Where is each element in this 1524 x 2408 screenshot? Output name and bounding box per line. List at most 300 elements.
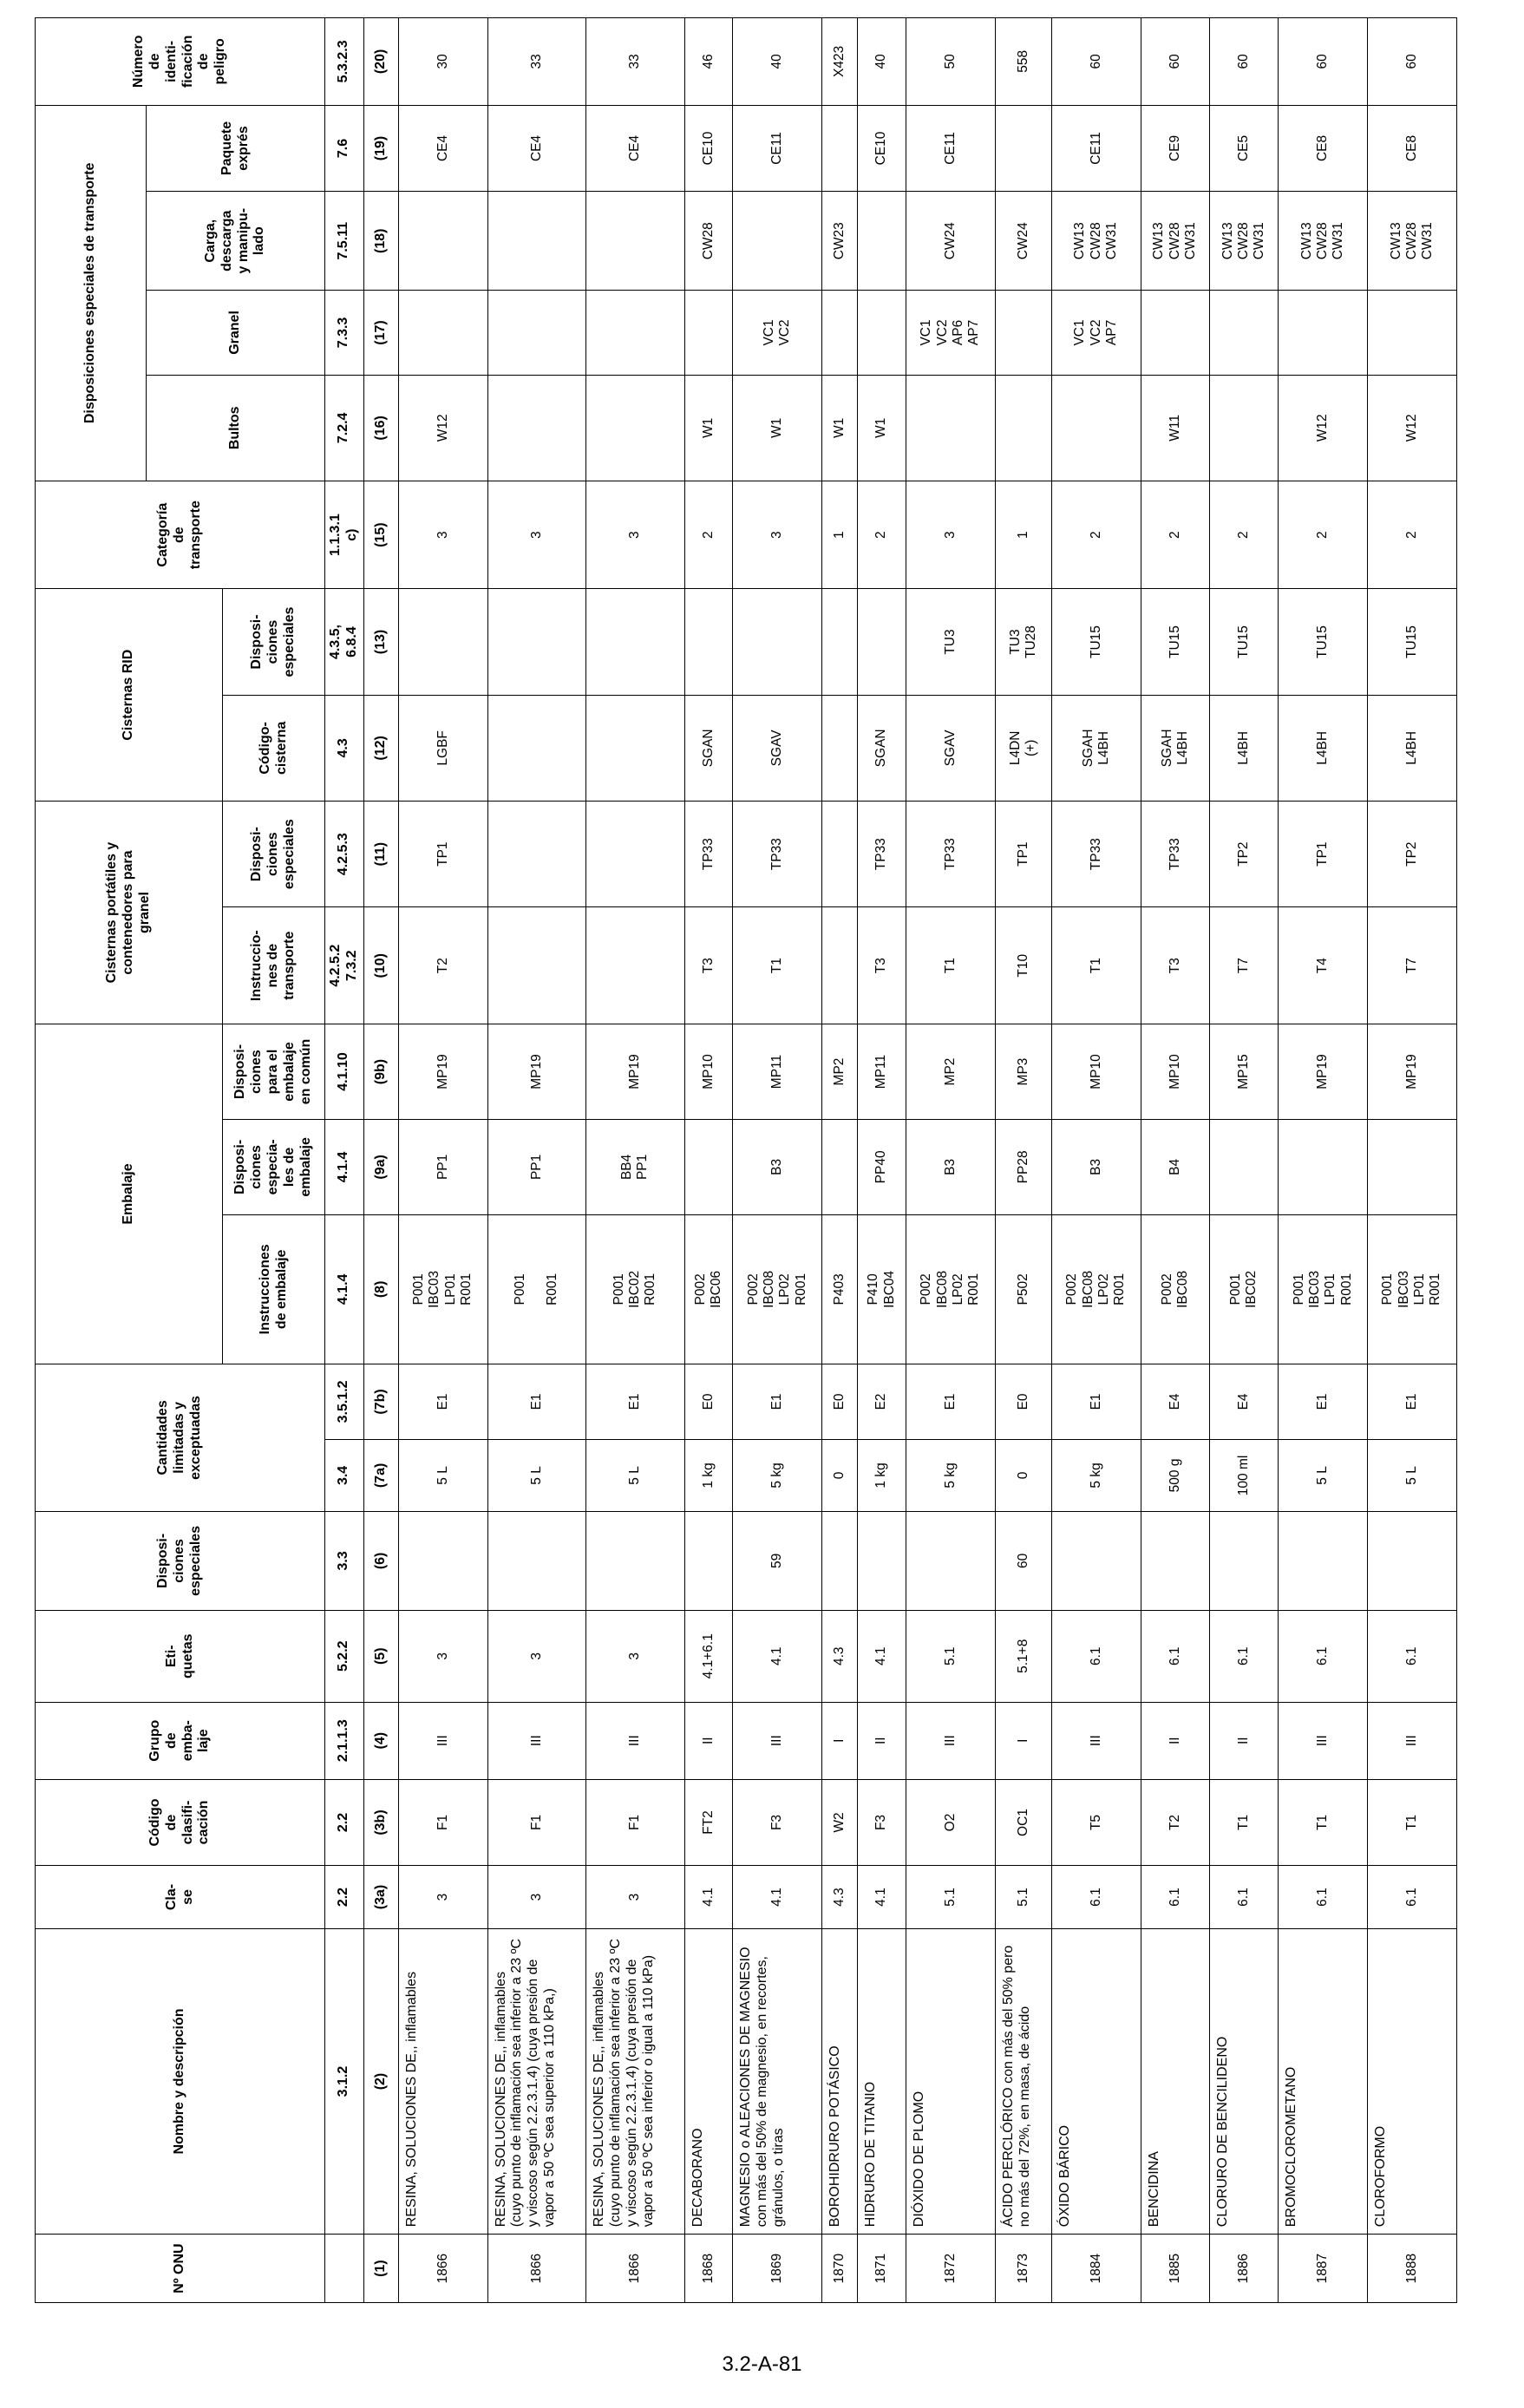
data-cell: 1 kg bbox=[684, 1439, 733, 1511]
data-cell bbox=[684, 589, 733, 695]
column-number-cell: (2) bbox=[363, 1928, 398, 2234]
table-body bbox=[398, 18, 1456, 2303]
data-cell: SGAV bbox=[733, 695, 822, 801]
data-cell: 5.1 bbox=[906, 1866, 996, 1929]
un-number-cell: 1886 bbox=[1210, 2235, 1279, 2303]
data-cell: F1 bbox=[398, 1779, 487, 1866]
data-cell: W12 bbox=[1279, 375, 1368, 481]
un-number-cell: 1871 bbox=[858, 2235, 906, 2303]
data-cell bbox=[1210, 1119, 1279, 1214]
data-cell bbox=[858, 589, 906, 695]
header-codigo-cisterna: Código- cisterna bbox=[223, 695, 325, 801]
header-paquete: Paquete exprés bbox=[147, 105, 325, 192]
ref-cell: 4.1.4 bbox=[325, 1119, 364, 1214]
data-cell: F1 bbox=[586, 1779, 685, 1866]
ref-cell: 1.1.3.1 c) bbox=[325, 481, 364, 588]
data-cell: L4BH bbox=[1368, 695, 1457, 801]
data-cell bbox=[1368, 1511, 1457, 1610]
data-cell: B4 bbox=[1141, 1119, 1209, 1214]
un-number-cell: 1873 bbox=[995, 2235, 1051, 2303]
data-cell: MP11 bbox=[733, 1024, 822, 1120]
table-row bbox=[398, 18, 487, 2303]
table-row bbox=[487, 18, 586, 2303]
data-cell: 40 bbox=[858, 18, 906, 106]
data-cell: VC1 VC2 AP7 bbox=[1051, 291, 1141, 375]
ref-cell: 5.2.2 bbox=[325, 1610, 364, 1702]
data-cell: II bbox=[684, 1702, 733, 1779]
data-cell: CE11 bbox=[1051, 105, 1141, 192]
data-cell: 5 L bbox=[1368, 1439, 1457, 1511]
data-cell bbox=[487, 375, 586, 481]
data-cell: F3 bbox=[858, 1779, 906, 1866]
data-cell: T1 bbox=[1210, 1779, 1279, 1866]
data-cell bbox=[586, 291, 685, 375]
data-cell: I bbox=[822, 1702, 858, 1779]
data-cell: E0 bbox=[822, 1364, 858, 1439]
header-cisternas-portatiles: Cisternas portátiles y contenedores para granel bbox=[36, 802, 223, 1024]
data-cell: P001 IBC02 R001 bbox=[586, 1214, 685, 1364]
data-cell: 50 bbox=[906, 18, 996, 106]
data-cell: MP15 bbox=[1210, 1024, 1279, 1120]
data-cell bbox=[487, 907, 586, 1024]
data-cell: P002 IBC08 LP02 R001 bbox=[733, 1214, 822, 1364]
data-cell: TU15 bbox=[1368, 589, 1457, 695]
data-cell: E1 bbox=[906, 1364, 996, 1439]
data-cell: CW24 bbox=[995, 192, 1051, 291]
name-cell: BROMOCLOROMETANO bbox=[1279, 1928, 1368, 2234]
data-cell: 1 bbox=[822, 481, 858, 588]
data-cell: 6.1 bbox=[1368, 1866, 1457, 1929]
name-cell: CLOROFORMO bbox=[1368, 1928, 1457, 2234]
header-disp-esp-cisternas-portatiles: Disposi- ciones especiales bbox=[223, 802, 325, 907]
data-cell: CE10 bbox=[858, 105, 906, 192]
data-cell: TP33 bbox=[906, 802, 996, 907]
data-cell: CW23 bbox=[822, 192, 858, 291]
data-cell: 46 bbox=[684, 18, 733, 106]
data-cell: P002 IBC08 LP02 R001 bbox=[906, 1214, 996, 1364]
data-cell: TP2 bbox=[1210, 802, 1279, 907]
data-cell: MP19 bbox=[398, 1024, 487, 1120]
data-cell: 3 bbox=[487, 1866, 586, 1929]
data-cell: MP10 bbox=[1051, 1024, 1141, 1120]
header-categoria: Categoría de transporte bbox=[36, 481, 325, 588]
table-row bbox=[1279, 18, 1368, 2303]
data-cell: 2 bbox=[1141, 481, 1209, 588]
header-bultos: Bultos bbox=[147, 375, 325, 481]
data-cell: E1 bbox=[487, 1364, 586, 1439]
un-number-cell: 1869 bbox=[733, 2235, 822, 2303]
page-number: 3.2-A-81 bbox=[722, 2352, 802, 2376]
data-cell: 2 bbox=[858, 481, 906, 588]
data-cell bbox=[487, 695, 586, 801]
data-cell bbox=[1279, 1511, 1368, 1610]
column-number-cell: (13) bbox=[363, 589, 398, 695]
ref-cell: 3.1.2 bbox=[325, 1928, 364, 2234]
column-number-cell: (8) bbox=[363, 1214, 398, 1364]
data-cell bbox=[858, 291, 906, 375]
data-cell: CE4 bbox=[586, 105, 685, 192]
ref-cell: 4.2.5.2 7.3.2 bbox=[325, 907, 364, 1024]
data-cell bbox=[1210, 375, 1279, 481]
data-cell: B3 bbox=[1051, 1119, 1141, 1214]
data-cell: 6.1 bbox=[1141, 1866, 1209, 1929]
data-cell: F1 bbox=[487, 1779, 586, 1866]
column-number-cell: (3b) bbox=[363, 1779, 398, 1866]
data-cell: T3 bbox=[684, 907, 733, 1024]
data-cell bbox=[487, 291, 586, 375]
data-cell: T1 bbox=[906, 907, 996, 1024]
data-cell: X423 bbox=[822, 18, 858, 106]
data-cell: TP1 bbox=[1279, 802, 1368, 907]
ref-cell: 4.2.5.3 bbox=[325, 802, 364, 907]
data-cell: 33 bbox=[487, 18, 586, 106]
column-number-cell: (17) bbox=[363, 291, 398, 375]
column-number-cell: (3a) bbox=[363, 1866, 398, 1929]
data-cell bbox=[906, 375, 996, 481]
data-cell: P001 IBC03 LP01 R001 bbox=[1368, 1214, 1457, 1364]
data-cell: T4 bbox=[1279, 907, 1368, 1024]
data-cell: W1 bbox=[822, 375, 858, 481]
data-cell bbox=[398, 589, 487, 695]
header-codigo: Código de clasifi- cación bbox=[36, 1779, 325, 1866]
name-cell: HIDRURO DE TITANIO bbox=[858, 1928, 906, 2234]
data-cell: 60 bbox=[1141, 18, 1209, 106]
un-number-cell: 1885 bbox=[1141, 2235, 1209, 2303]
data-cell: L4DN (+) bbox=[995, 695, 1051, 801]
data-cell: 5.1 bbox=[906, 1610, 996, 1702]
data-cell: P002 IBC08 LP02 R001 bbox=[1051, 1214, 1141, 1364]
data-cell: E1 bbox=[1279, 1364, 1368, 1439]
data-cell: 2 bbox=[1279, 481, 1368, 588]
data-cell: W11 bbox=[1141, 375, 1209, 481]
data-cell: 6.1 bbox=[1210, 1866, 1279, 1929]
header-disp-transporte: Disposiciones especiales de transporte bbox=[36, 105, 147, 481]
data-cell: 4.3 bbox=[822, 1610, 858, 1702]
name-cell: BENCIDINA bbox=[1141, 1928, 1209, 2234]
ref-cell: 7.3.3 bbox=[325, 291, 364, 375]
data-cell: 0 bbox=[822, 1439, 858, 1511]
data-cell: BB4 PP1 bbox=[586, 1119, 685, 1214]
data-cell bbox=[822, 802, 858, 907]
data-cell: III bbox=[398, 1702, 487, 1779]
header-instrucciones-transporte: Instruccio- nes de transporte bbox=[223, 907, 325, 1024]
data-cell: MP10 bbox=[1141, 1024, 1209, 1120]
data-cell: MP11 bbox=[858, 1024, 906, 1120]
data-cell: 1 bbox=[995, 481, 1051, 588]
column-number-cell: (6) bbox=[363, 1511, 398, 1610]
data-cell: CE11 bbox=[906, 105, 996, 192]
data-cell: MP3 bbox=[995, 1024, 1051, 1120]
data-cell: 5 kg bbox=[1051, 1439, 1141, 1511]
data-cell: E1 bbox=[1051, 1364, 1141, 1439]
ref-cell: 3.5.1.2 bbox=[325, 1364, 364, 1439]
name-cell: ÁCIDO PERCLÓRICO con más del 50% pero no más del 72%, en masa, de ácido bbox=[995, 1928, 1051, 2234]
data-cell bbox=[586, 695, 685, 801]
ref-cell: 4.3 bbox=[325, 695, 364, 801]
data-cell: 6.1 bbox=[1051, 1866, 1141, 1929]
data-cell: 2 bbox=[1368, 481, 1457, 588]
data-cell: W1 bbox=[733, 375, 822, 481]
data-cell bbox=[1279, 1119, 1368, 1214]
data-cell: TP33 bbox=[733, 802, 822, 907]
name-cell: RESINA, SOLUCIONES DE,, inflamables (cuyo punto de inflamación sea inferior a 23 ºC y viscoso según 2.2.3.1.4) (cuya presión de vapor a 50 ºC sea superior a 110 kPa,) bbox=[487, 1928, 586, 2234]
header-granel: Granel bbox=[147, 291, 325, 375]
ref-cell: 4.1.4 bbox=[325, 1214, 364, 1364]
data-cell bbox=[586, 375, 685, 481]
data-cell: 4.3 bbox=[822, 1866, 858, 1929]
data-cell: 100 ml bbox=[1210, 1439, 1279, 1511]
dangerous-goods-table bbox=[35, 17, 1457, 2303]
data-cell: 5 L bbox=[398, 1439, 487, 1511]
data-cell: CW13 CW28 CW31 bbox=[1279, 192, 1368, 291]
data-cell: TP33 bbox=[1141, 802, 1209, 907]
data-cell bbox=[586, 1511, 685, 1610]
data-cell: CE11 bbox=[733, 105, 822, 192]
ref-cell: 7.2.4 bbox=[325, 375, 364, 481]
header-clase: Cla- se bbox=[36, 1866, 325, 1929]
data-cell: MP2 bbox=[822, 1024, 858, 1120]
ref-cell: 7.6 bbox=[325, 105, 364, 192]
data-cell bbox=[684, 1511, 733, 1610]
data-cell: T2 bbox=[398, 907, 487, 1024]
data-cell: 5 kg bbox=[906, 1439, 996, 1511]
data-cell: 4.1+6.1 bbox=[684, 1610, 733, 1702]
data-cell: 2 bbox=[1210, 481, 1279, 588]
ref-cell bbox=[325, 2235, 364, 2303]
data-cell: PP28 bbox=[995, 1119, 1051, 1214]
data-cell: B3 bbox=[906, 1119, 996, 1214]
ref-cell: 7.5.11 bbox=[325, 192, 364, 291]
column-number-cell: (12) bbox=[363, 695, 398, 801]
data-cell: 3 bbox=[586, 1866, 685, 1929]
data-cell: E0 bbox=[684, 1364, 733, 1439]
table-row bbox=[822, 18, 858, 2303]
name-cell: RESINA, SOLUCIONES DE,, inflamables bbox=[398, 1928, 487, 2234]
data-cell: TP2 bbox=[1368, 802, 1457, 907]
data-cell: PP40 bbox=[858, 1119, 906, 1214]
data-cell: T10 bbox=[995, 907, 1051, 1024]
data-cell: III bbox=[906, 1702, 996, 1779]
data-cell: LGBF bbox=[398, 695, 487, 801]
data-cell: 3 bbox=[586, 1610, 685, 1702]
column-number-row bbox=[363, 18, 398, 2303]
data-cell: E1 bbox=[586, 1364, 685, 1439]
data-cell: 0 bbox=[995, 1439, 1051, 1511]
data-cell: SGAV bbox=[906, 695, 996, 801]
data-cell bbox=[822, 105, 858, 192]
rotated-table-wrapper bbox=[35, 17, 1457, 2303]
table-row bbox=[684, 18, 733, 2303]
table-row bbox=[906, 18, 996, 2303]
un-number-cell: 1872 bbox=[906, 2235, 996, 2303]
data-cell bbox=[858, 1511, 906, 1610]
data-cell: 59 bbox=[733, 1511, 822, 1610]
header-cisternas-rid: Cisternas RID bbox=[36, 589, 223, 802]
ref-cell: 3.3 bbox=[325, 1511, 364, 1610]
data-cell bbox=[858, 192, 906, 291]
data-cell: T2 bbox=[1141, 1779, 1209, 1866]
data-cell: CW28 bbox=[684, 192, 733, 291]
data-cell bbox=[822, 291, 858, 375]
name-cell: BOROHIDRURO POTÁSICO bbox=[822, 1928, 858, 2234]
data-cell: 30 bbox=[398, 18, 487, 106]
header-carga: Carga, descarga y manipu- lado bbox=[147, 192, 325, 291]
data-cell: 558 bbox=[995, 18, 1051, 106]
data-cell: E1 bbox=[398, 1364, 487, 1439]
data-cell: OC1 bbox=[995, 1779, 1051, 1866]
data-cell: TU3 bbox=[906, 589, 996, 695]
data-cell: E0 bbox=[995, 1364, 1051, 1439]
data-cell: III bbox=[487, 1702, 586, 1779]
data-cell: III bbox=[586, 1702, 685, 1779]
data-cell: 2 bbox=[684, 481, 733, 588]
data-cell: 33 bbox=[586, 18, 685, 106]
data-cell: CW13 CW28 CW31 bbox=[1210, 192, 1279, 291]
data-cell bbox=[733, 192, 822, 291]
data-cell bbox=[822, 695, 858, 801]
data-cell: II bbox=[1141, 1702, 1209, 1779]
data-cell bbox=[1210, 291, 1279, 375]
ref-cell: 3.4 bbox=[325, 1439, 364, 1511]
data-cell: E1 bbox=[733, 1364, 822, 1439]
table-row bbox=[995, 18, 1051, 2303]
data-cell: 40 bbox=[733, 18, 822, 106]
data-cell: L4BH bbox=[1279, 695, 1368, 801]
data-cell bbox=[822, 1511, 858, 1610]
data-cell: III bbox=[1279, 1702, 1368, 1779]
header-disp-especiales: Disposi- ciones especiales bbox=[36, 1511, 325, 1610]
column-number-cell: (9a) bbox=[363, 1119, 398, 1214]
data-cell: B3 bbox=[733, 1119, 822, 1214]
data-cell: TP1 bbox=[398, 802, 487, 907]
data-cell: 3 bbox=[586, 481, 685, 588]
column-number-cell: (10) bbox=[363, 907, 398, 1024]
data-cell bbox=[487, 1511, 586, 1610]
data-cell: E2 bbox=[858, 1364, 906, 1439]
data-cell: III bbox=[733, 1702, 822, 1779]
column-number-cell: (18) bbox=[363, 192, 398, 291]
data-cell: CW13 CW28 CW31 bbox=[1051, 192, 1141, 291]
data-cell bbox=[684, 1119, 733, 1214]
data-cell bbox=[684, 291, 733, 375]
reference-row bbox=[325, 18, 364, 2303]
column-number-cell: (5) bbox=[363, 1610, 398, 1702]
data-cell: 4.1 bbox=[733, 1866, 822, 1929]
data-cell: TP33 bbox=[1051, 802, 1141, 907]
data-cell: 5.1 bbox=[995, 1866, 1051, 1929]
data-cell: CE4 bbox=[398, 105, 487, 192]
column-number-cell: (16) bbox=[363, 375, 398, 481]
data-cell: PP1 bbox=[487, 1119, 586, 1214]
column-number-cell: (20) bbox=[363, 18, 398, 106]
data-cell bbox=[586, 589, 685, 695]
header-embalaje: Embalaje bbox=[36, 1024, 223, 1364]
data-cell: 500 g bbox=[1141, 1439, 1209, 1511]
table-row bbox=[1210, 18, 1279, 2303]
data-cell: L4BH bbox=[1210, 695, 1279, 801]
data-cell: CW13 CW28 CW31 bbox=[1141, 192, 1209, 291]
un-number-cell: 1866 bbox=[398, 2235, 487, 2303]
data-cell: 3 bbox=[487, 481, 586, 588]
data-cell: MP19 bbox=[487, 1024, 586, 1120]
data-cell: III bbox=[1051, 1702, 1141, 1779]
data-cell: T7 bbox=[1210, 907, 1279, 1024]
data-cell: T3 bbox=[858, 907, 906, 1024]
data-cell bbox=[1141, 291, 1209, 375]
data-cell: 5 L bbox=[1279, 1439, 1368, 1511]
data-cell: FT2 bbox=[684, 1779, 733, 1866]
data-cell: TP1 bbox=[995, 802, 1051, 907]
data-cell: W1 bbox=[684, 375, 733, 481]
data-cell: CE10 bbox=[684, 105, 733, 192]
data-cell: SGAN bbox=[858, 695, 906, 801]
column-number-cell: (19) bbox=[363, 105, 398, 192]
data-cell: 4.1 bbox=[684, 1866, 733, 1929]
data-cell: CW24 bbox=[906, 192, 996, 291]
ref-cell: 5.3.2.3 bbox=[325, 18, 364, 106]
data-cell: CW13 CW28 CW31 bbox=[1368, 192, 1457, 291]
un-number-cell: 1870 bbox=[822, 2235, 858, 2303]
header-cantidades: Cantidades limitadas y exceptuadas bbox=[36, 1364, 325, 1511]
data-cell: W2 bbox=[822, 1779, 858, 1866]
un-number-cell: 1866 bbox=[586, 2235, 685, 2303]
name-cell: ÓXIDO BÁRICO bbox=[1051, 1928, 1141, 2234]
table-row bbox=[586, 18, 685, 2303]
data-cell bbox=[822, 589, 858, 695]
data-cell: 6.1 bbox=[1279, 1610, 1368, 1702]
data-cell: TU15 bbox=[1141, 589, 1209, 695]
header-no-onu: Nº ONU bbox=[36, 2235, 325, 2303]
column-number-cell: (9b) bbox=[363, 1024, 398, 1120]
data-cell: SGAH L4BH bbox=[1141, 695, 1209, 801]
data-cell: CE9 bbox=[1141, 105, 1209, 192]
table-row bbox=[1141, 18, 1209, 2303]
data-cell: CE4 bbox=[487, 105, 586, 192]
header-nombre: Nombre y descripción bbox=[36, 1928, 325, 2234]
data-cell bbox=[487, 192, 586, 291]
data-cell bbox=[733, 589, 822, 695]
data-cell bbox=[487, 589, 586, 695]
data-cell bbox=[1141, 1511, 1209, 1610]
data-cell bbox=[995, 105, 1051, 192]
data-cell: 5 L bbox=[586, 1439, 685, 1511]
data-cell: MP19 bbox=[1279, 1024, 1368, 1120]
data-cell: T1 bbox=[1368, 1779, 1457, 1866]
data-cell: W12 bbox=[398, 375, 487, 481]
data-cell: E4 bbox=[1141, 1364, 1209, 1439]
data-cell: 5.1+8 bbox=[995, 1610, 1051, 1702]
header-etiquetas: Eti- quetas bbox=[36, 1610, 325, 1702]
data-cell: II bbox=[858, 1702, 906, 1779]
column-number-cell: (1) bbox=[363, 2235, 398, 2303]
data-cell: T1 bbox=[1051, 907, 1141, 1024]
data-cell: 6.1 bbox=[1368, 1610, 1457, 1702]
header-disp-esp-rid: Disposi- ciones especiales bbox=[223, 589, 325, 695]
data-cell: 5 kg bbox=[733, 1439, 822, 1511]
data-cell: 3 bbox=[398, 1610, 487, 1702]
data-cell: 2 bbox=[1051, 481, 1141, 588]
data-cell: T1 bbox=[733, 907, 822, 1024]
data-cell: P001 R001 bbox=[487, 1214, 586, 1364]
data-cell: P403 bbox=[822, 1214, 858, 1364]
data-cell: 1 kg bbox=[858, 1439, 906, 1511]
data-cell: E1 bbox=[1368, 1364, 1457, 1439]
data-cell: 60 bbox=[1279, 18, 1368, 106]
data-cell: P001 IBC03 LP01 R001 bbox=[398, 1214, 487, 1364]
table-row bbox=[1368, 18, 1457, 2303]
data-cell bbox=[398, 1511, 487, 1610]
data-cell bbox=[398, 291, 487, 375]
